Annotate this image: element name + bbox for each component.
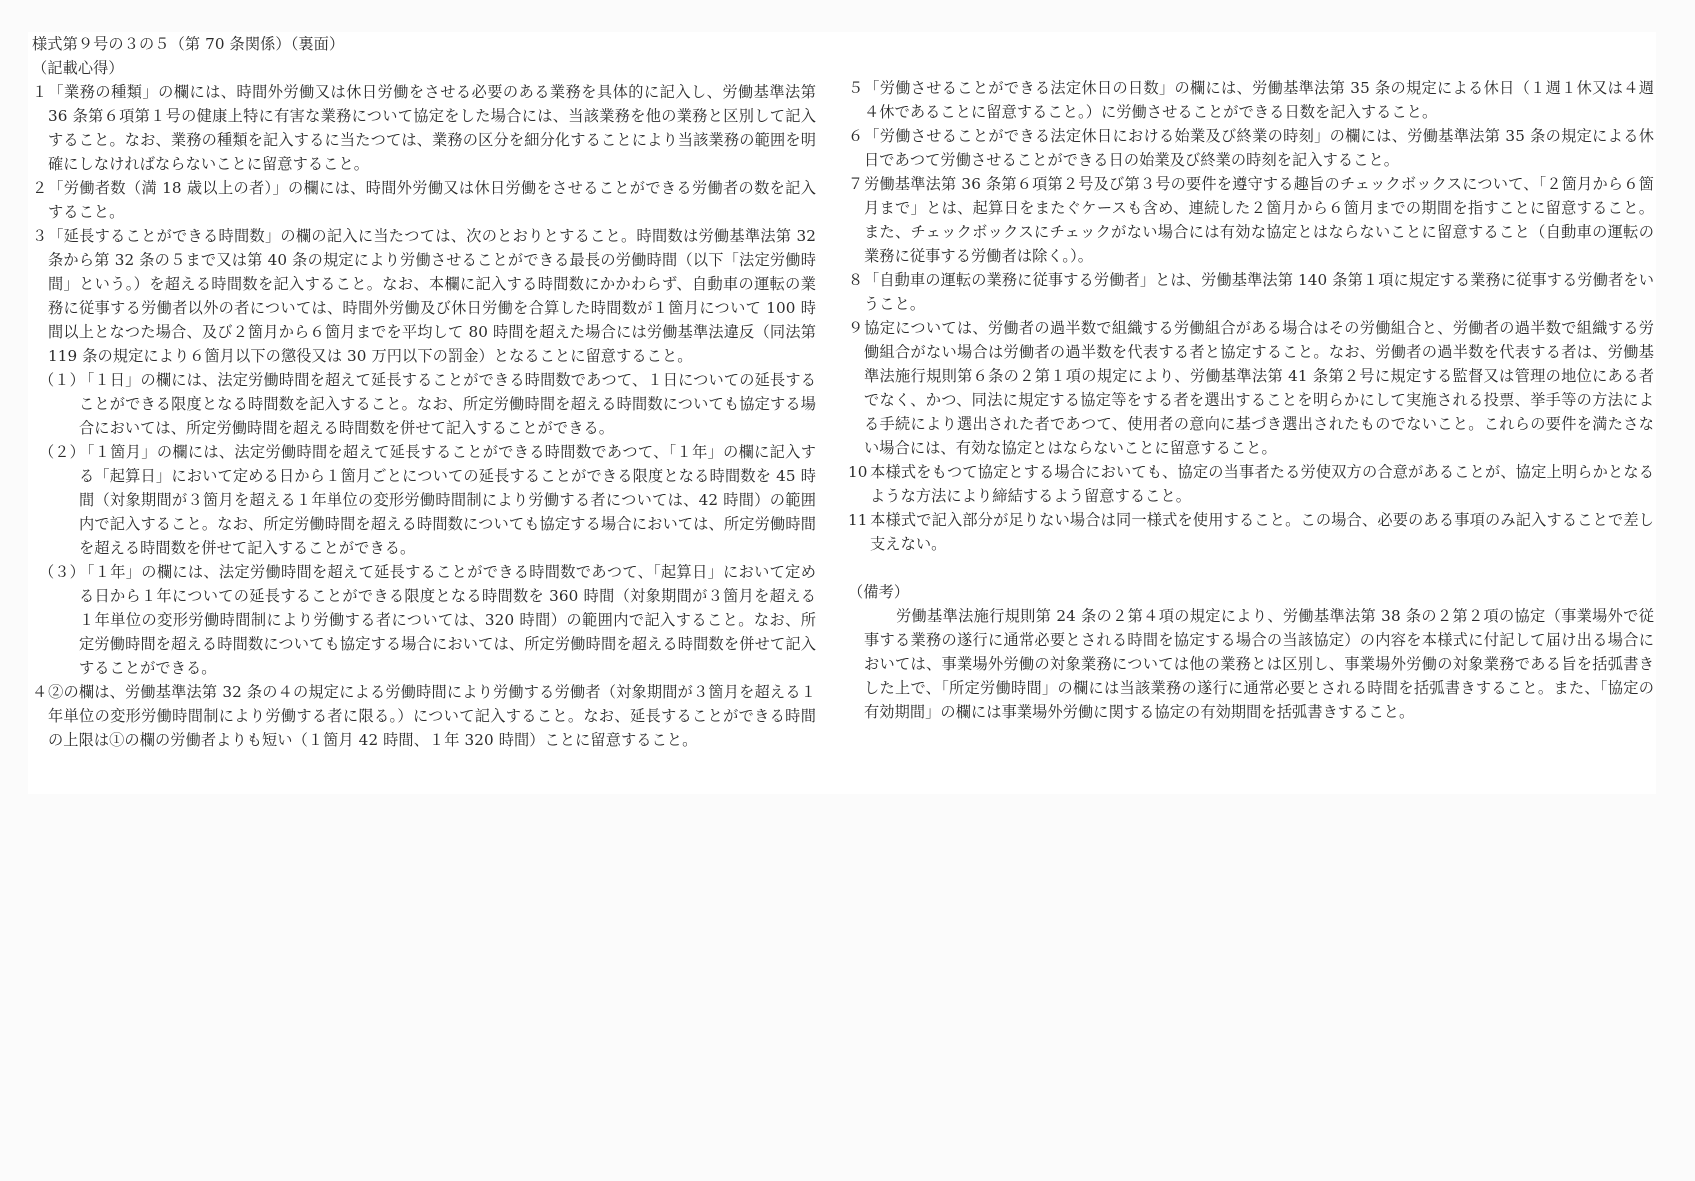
note-text: 「労働者数（満 18 歳以上の者）」の欄には、時間外労働又は休日労働をさせることができる労働者の数を記入すること。 bbox=[48, 179, 816, 221]
note-item-8 bbox=[848, 268, 1654, 316]
note-number: ７ bbox=[848, 175, 864, 193]
note-item-5 bbox=[848, 76, 1654, 124]
left-column bbox=[32, 32, 816, 752]
notes-heading: （記載心得） bbox=[32, 59, 124, 77]
note-number: ８ bbox=[848, 271, 864, 289]
note-subitem-1 bbox=[32, 368, 816, 440]
note-number: 10 bbox=[848, 463, 868, 481]
note-number: 11 bbox=[848, 511, 868, 529]
note-text: 「労働させることができる法定休日における始業及び終業の時刻」の欄には、労働基準法第 35 条の規定による休日であつて労働させることができる日の始業及び終業の時刻を記入すること。 bbox=[864, 127, 1654, 169]
note-item-11 bbox=[848, 508, 1654, 556]
note-number: ６ bbox=[848, 127, 864, 145]
note-number: ３ bbox=[32, 227, 48, 245]
note-text: ②の欄は、労働基準法第 32 条の４の規定による労働時間により労働する労働者（対象期間が３箇月を超える１年単位の変形労働時間制により労働する者に限る。）について記入すること。なお、延長することができる時間の上限は①の欄の労働者よりも短い（１箇月 42 時間、１年 320 時間）ことに留意すること。 bbox=[48, 683, 816, 749]
note-number: ５ bbox=[848, 79, 864, 97]
note-item-2 bbox=[32, 176, 816, 224]
note-number: ９ bbox=[848, 319, 864, 337]
note-text: 本様式をもつて協定とする場合においても、協定の当事者たる労使双方の合意があることが、協定上明らかとなるような方法により締結するよう留意すること。 bbox=[870, 463, 1654, 505]
note-text: 本様式で記入部分が足りない場合は同一様式を使用すること。この場合、必要のある事項のみ記入することで差し支えない。 bbox=[870, 511, 1654, 553]
spacer bbox=[848, 556, 1654, 580]
note-number: ４ bbox=[32, 683, 48, 701]
note-subitem-3 bbox=[32, 560, 816, 680]
remarks-heading: （備考） bbox=[848, 583, 910, 601]
note-number: ２ bbox=[32, 179, 48, 197]
note-text: 「労働させることができる法定休日の日数」の欄には、労働基準法第 35 条の規定による休日（１週１休又は４週４休であることに留意すること。）に労働させることができる日数を記入すること。 bbox=[864, 79, 1654, 121]
note-text: 「業務の種類」の欄には、時間外労働又は休日労働をさせる必要のある業務を具体的に記入し、労働基準法第 36 条第６項第１号の健康上特に有害な業務について協定をした場合には、当該業務を他の業務と区別して記入すること。なお、業務の種類を記入するに当たつては、業務の区分を細分化することにより当該業務の範囲を明確にしなければならないことに留意すること。 bbox=[48, 83, 816, 173]
note-number: １ bbox=[32, 83, 48, 101]
form-sheet bbox=[28, 32, 1656, 794]
form-title: 様式第９号の３の５（第 70 条関係）（裏面） bbox=[32, 35, 345, 53]
note-subitem-2 bbox=[32, 440, 816, 560]
note-item-6 bbox=[848, 124, 1654, 172]
note-text: 労働基準法第 36 条第６項第２号及び第３号の要件を遵守する趣旨のチェックボックスについて、「２箇月から６箇月まで」とは、起算日をまたぐケースも含め、連続した２箇月から６箇月までの期間を指すことに留意すること。また、チェックボックスにチェックがない場合には有効な協定とはならないことに留意すること（自動車の運転の業務に従事する労働者は除く。）。 bbox=[864, 175, 1654, 265]
note-item-9 bbox=[848, 316, 1654, 460]
note-item-10 bbox=[848, 460, 1654, 508]
remarks-body: 労働基準法施行規則第 24 条の２第４項の規定により、労働基準法第 38 条の２第２項の協定（事業場外で従事する業務の遂行に通常必要とされる時間を協定する場合の当該協定）の内容を本様式に付記して届け出る場合においては、事業場外労働の対象業務については他の業務とは区別し、事業場外労働の対象業務である旨を括弧書きした上で、「所定労働時間」の欄には当該業務の遂行に通常必要とされる時間を括弧書きすること。また、「協定の有効期間」の欄には事業場外労働に関する協定の有効期間を括弧書きすること。 bbox=[864, 607, 1654, 721]
subitem-text: 「１日」の欄には、法定労働時間を超えて延長することができる時間数であつて、１日についての延長することができる限度となる時間数を記入すること。なお、所定労働時間を超える時間数についても協定する場合においては、所定労働時間を超える時間数を併せて記入することができる。 bbox=[79, 371, 816, 437]
note-item-4 bbox=[32, 680, 816, 752]
note-text: 協定については、労働者の過半数で組織する労働組合がある場合はその労働組合と、労働者の過半数で組織する労働組合がない場合は労働者の過半数を代表する者と協定すること。なお、労働者の過半数を代表する者は、労働基準法施行規則第６条の２第１項の規定により、労働基準法第 41 条第２号に規定する監督又は管理の地位にある者でなく、かつ、同法に規定する協定等をする者を選出することを明らかにして実施される投票、挙手等の方法による手続により選出された者であつて、使用者の意向に基づき選出されたものでないこと。これらの要件を満たさない場合には、有効な協定とはならないことに留意すること。 bbox=[864, 319, 1655, 457]
note-item-7 bbox=[848, 172, 1654, 268]
note-item-1 bbox=[32, 80, 816, 176]
note-text: 「延長することができる時間数」の欄の記入に当たつては、次のとおりとすること。時間数は労働基準法第 32 条から第 32 条の５まで又は第 40 条の規定により労働させることができる最長の労働時間（以下「法定労働時間」という。）を超える時間数を記入すること。なお、本欄に記入する時間数にかかわらず、自動車の運転の業務に従事する労働者以外の者については、時間外労働及び休日労働を合算した時間数が１箇月について 100 時間以上となつた場合、及び２箇月から６箇月までを平均して 80 時間を超えた場合には労働基準法違反（同法第 119 条の規定により６箇月以下の懲役又は 30 万円以下の罰金）となることに留意すること。 bbox=[48, 227, 816, 365]
subitem-number: （２） bbox=[39, 443, 85, 461]
subitem-number: （１） bbox=[39, 371, 85, 389]
note-text: 「自動車の運転の業務に従事する労働者」とは、労働基準法第 140 条第１項に規定する業務に従事する労働者をいうこと。 bbox=[864, 271, 1654, 313]
subitem-text: 「１年」の欄には、法定労働時間を超えて延長することができる時間数であつて、「起算日」において定める日から１年についての延長することができる限度となる時間数を 360 時間（対象期間が３箇月を超える１年単位の変形労働時間制により労働する者については、320 時間）の範囲内で記入すること。なお、所定労働時間を超える時間数についても協定する場合においては、所定労働時間を超える時間数を併せて記入することができる。 bbox=[79, 563, 816, 677]
right-column bbox=[848, 76, 1654, 724]
subitem-number: （３） bbox=[39, 563, 85, 581]
note-item-3 bbox=[32, 224, 816, 368]
subitem-text: 「１箇月」の欄には、法定労働時間を超えて延長することができる時間数であつて、「１年」の欄に記入する「起算日」において定める日から１箇月ごとについての延長することができる限度となる時間数を 45 時間（対象期間が３箇月を超える１年単位の変形労働時間制により労働する者については、42 時間）の範囲内で記入すること。なお、所定労働時間を超える時間数についても協定する場合においては、所定労働時間を超える時間数を併せて記入することができる。 bbox=[79, 443, 816, 557]
